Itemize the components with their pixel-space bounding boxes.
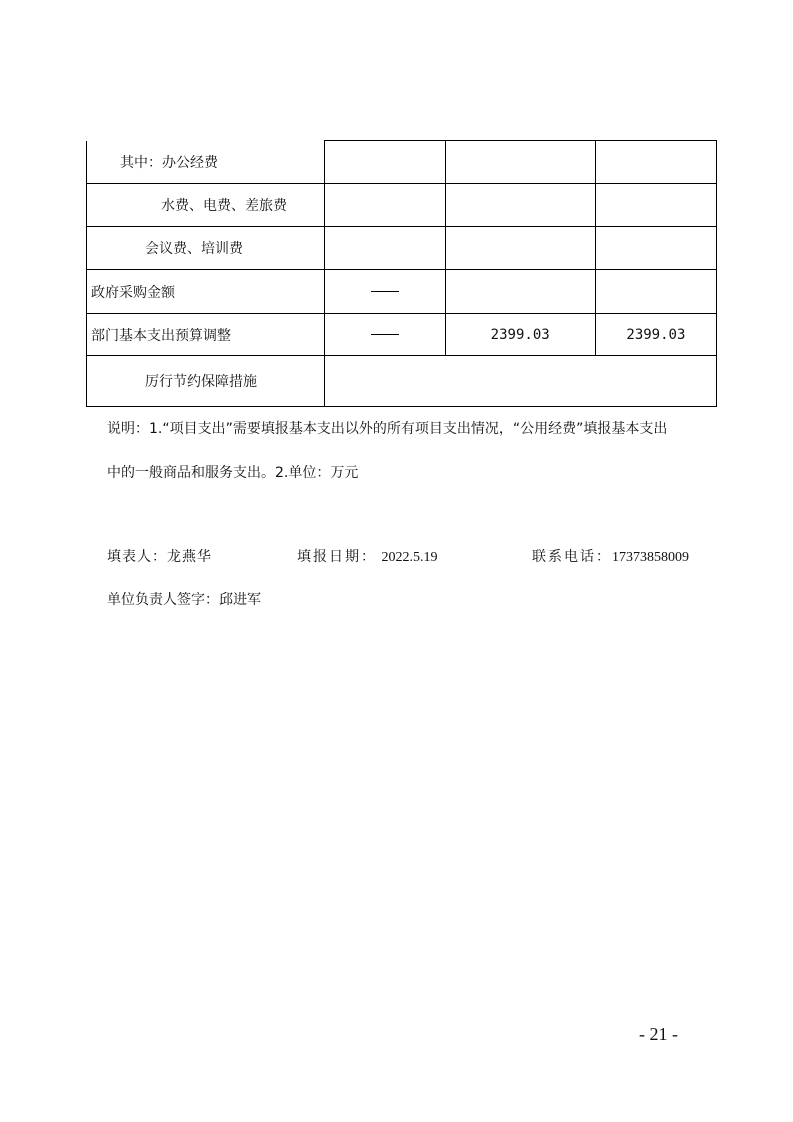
table-row — [87, 356, 717, 407]
dash-mark — [371, 291, 399, 292]
table-row — [87, 141, 717, 184]
dash-mark — [371, 334, 399, 335]
merged-cell — [325, 356, 717, 407]
table-cell — [445, 227, 595, 270]
budget-adjustment-value: 2399.03 — [445, 314, 595, 356]
filler-field — [107, 546, 212, 566]
table-cell — [595, 184, 716, 227]
responsible-field — [107, 589, 261, 609]
table-row — [87, 270, 717, 314]
note-line-2: 中的一般商品和服务支出。2.单位：万元 — [107, 465, 359, 481]
responsible-label: 单位负责人签字： — [107, 592, 219, 608]
note-line-1: 说明：1.“项目支出”需要填报基本支出以外的所有项目支出情况，“公用经费”填报基本支出 — [107, 421, 668, 437]
responsible-name: 邱进军 — [219, 592, 261, 608]
row-label-gov-procurement: 政府采购金额 — [87, 270, 325, 314]
table-cell — [325, 227, 445, 270]
dash-cell — [325, 270, 445, 314]
table-cell — [325, 141, 445, 184]
table-row — [87, 227, 717, 270]
phone-field — [532, 546, 689, 566]
budget-adjustment-total: 2399.03 — [595, 314, 716, 356]
table-cell — [445, 141, 595, 184]
row-label-budget-adjustment: 部门基本支出预算调整 — [87, 314, 325, 356]
phone-label: 联系电话： — [532, 549, 612, 565]
table-cell — [445, 270, 595, 314]
date-value: 2022.5.19 — [381, 550, 438, 565]
date-field — [297, 546, 437, 566]
dash-cell — [325, 314, 445, 356]
phone-value: 17373858009 — [612, 550, 689, 565]
row-label-office-expenses: 其中：办公经费 — [87, 141, 325, 184]
table-row — [87, 314, 717, 356]
table-cell — [595, 270, 716, 314]
budget-table — [86, 140, 717, 407]
date-label: 填报日期： — [297, 549, 377, 565]
page-number: - 21 - — [639, 1024, 678, 1044]
table-cell — [595, 141, 716, 184]
table-cell — [595, 227, 716, 270]
row-label-utilities-travel: 水费、电费、差旅费 — [87, 184, 325, 227]
table-cell — [325, 184, 445, 227]
row-label-meeting-training: 会议费、培训费 — [87, 227, 325, 270]
table-cell — [445, 184, 595, 227]
filler-label: 填表人： — [107, 549, 167, 565]
filler-name: 龙燕华 — [167, 549, 212, 565]
row-label-frugality-measures: 厉行节约保障措施 — [87, 356, 325, 407]
table-row — [87, 184, 717, 227]
